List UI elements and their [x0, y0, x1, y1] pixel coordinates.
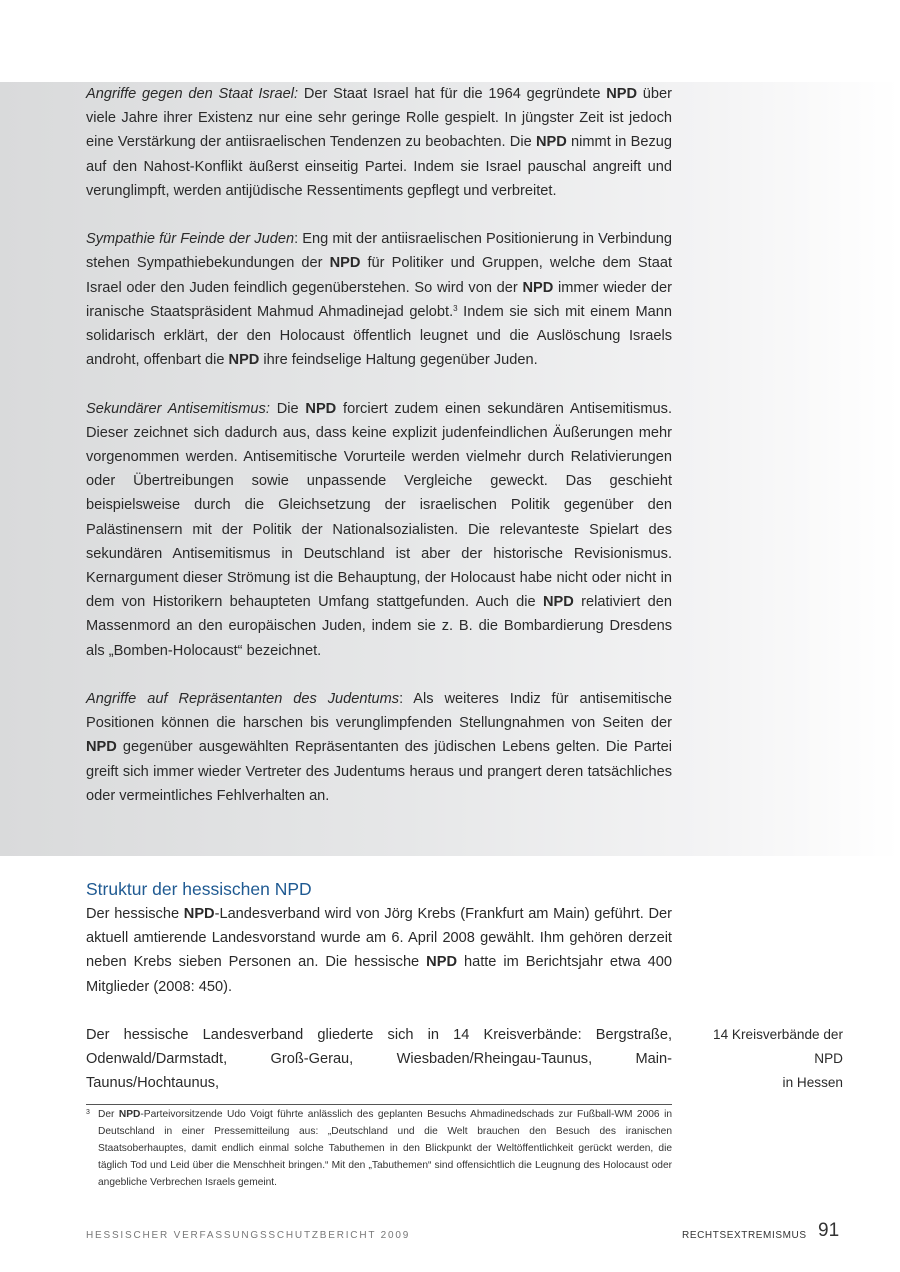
margin-note	[690, 1023, 843, 1096]
footnote-divider	[86, 1104, 672, 1105]
body-text-column	[86, 902, 672, 1096]
page-number: 91	[818, 1220, 840, 1241]
text-run: Der Staat Israel hat für die 1964 gegründete	[298, 86, 607, 102]
text-run: Der hessische	[86, 906, 184, 922]
margin-note-line: 14 Kreisverbände der NPD	[713, 1027, 843, 1067]
text-run: über viele Jahre ihrer Existenz nur eine sehr geringe Rolle gespielt. In jüngster Zeit ist jedoch eine Verstärkung der antiisraelischen Tendenzen zu beobachten. Die	[86, 86, 673, 151]
footer-publication-title: HESSISCHER VERFASSUNGSSCHUTZBERICHT 2009	[86, 1230, 411, 1241]
party-name: NPD	[522, 279, 554, 296]
paragraph-lead: Angriffe gegen den Staat Israel:	[86, 86, 299, 102]
text-run: Der	[98, 1109, 119, 1120]
text-run: -Landesverband wird von Jörg Krebs (Frankfurt am Main) geführt. Der aktuell amtierende Landesvorstand wurde am 6. April 2008 gewählt. Ihm gehören derzeit neben Krebs sieben Personen an. Die hessische	[86, 906, 672, 971]
party-name: NPD	[606, 86, 638, 102]
paragraph-lead: Sympathie für Feinde der Juden	[86, 231, 295, 248]
party-name: NPD	[228, 352, 260, 369]
party-name: NPD	[118, 1109, 141, 1120]
text-run: hatte im Berichtsjahr etwa 400 Mitglieder (2008: 450).	[86, 954, 672, 995]
paragraph-lead: Angriffe auf Repräsentanten des Judentums	[86, 691, 400, 708]
party-name: NPD	[426, 954, 457, 971]
text-run: Indem sie sich mit einem Mann solidarisch erklärt, der den Holocaust öffentlich leugnet und die Auslöschung Israels androht, offenbart die	[86, 303, 672, 369]
paragraph-kreisverbaende	[86, 1023, 672, 1096]
text-run: -Parteivorsitzende Udo Voigt führte anlässlich des geplanten Besuchs Ahmadinedschads zur Fußball-WM 2006 in Deutschland in einer Pressemitteilung aus: „Deutschland und die Welt brauchen den Besuch des iranischen Staatsoberhauptes, damit endlich einmal solche Tabuthemen in den Blickpunkt der Weltöffentlichkeit gerückt werden, die täglich Tod und Leid über die Menschheit bringen.“ Mit den „Tabuthemen“ sind offensichtlich die Leugnung des Holocaust oder angebliche Verbrechen Israels gemeint.	[98, 1109, 672, 1188]
text-run: : Eng mit der antiisraelischen Positionierung in Verbindung stehen Sympathiebekundungen der	[86, 231, 672, 272]
text-run: Die	[269, 400, 306, 417]
section-heading: Struktur der hessischen NPD	[86, 879, 312, 899]
text-run: immer wieder der iranische Staatspräsident Mahmud Ahmadinejad gelobt.	[86, 279, 672, 320]
footnote-text	[86, 1106, 672, 1191]
party-name: NPD	[86, 739, 117, 756]
paragraph-lead: Sekundärer Antisemitismus:	[86, 400, 270, 417]
footnote-number: 3	[86, 1109, 90, 1116]
text-run: nimmt in Bezug auf den Nahost-Konflikt äußerst einseitig Partei. Indem sie Israel pauschal angreift und verunglimpft, werden antijüdische Ressentiments gepflegt und verbreitet.	[86, 134, 672, 199]
party-name: NPD	[535, 134, 567, 151]
party-name: NPD	[329, 255, 361, 272]
margin-note-line: in Hessen	[782, 1075, 843, 1091]
paragraph-sympathie	[86, 227, 672, 372]
party-name: NPD	[183, 906, 215, 922]
text-run: forciert zudem einen sekundären Antisemitismus. Dieser zeichnet sich dadurch aus, dass keine explizit judenfeindlichen Äußerungen mehr vorgenommen werden. Antisemitische Vorurteile werden vielmehr durch Relativierungen oder Übertreibungen sowie unpassende Vergleiche geweckt. Das geschieht beispielsweise durch die Gleichsetzung der israelischen Politik gegenüber den Palästinensern mit der Politik der Nationalsozialisten. Die relevanteste Spielart des sekundären Antisemitismus in Deutschland ist aber der historische Revisionismus. Kernargument dieser Strömung ist die Behauptung, der Holocaust habe nicht oder nicht in dem von Historikern behaupteten Umfang stattgefunden. Auch die	[86, 400, 672, 611]
paragraph-sekundaerer-antisemitismus	[86, 397, 672, 663]
paragraph-angriffe-israel	[86, 82, 672, 203]
paragraph-struktur	[86, 902, 672, 999]
text-run: für Politiker und Gruppen, welche dem Staat Israel oder den Juden feindlich gegenüberstehen. So wird von der	[86, 255, 672, 296]
footer-section-name: RECHTSEXTREMISMUS	[682, 1230, 807, 1241]
text-run: : Als weiteres Indiz für antisemitische Positionen können die harschen bis verunglimpfenden Stellungnahmen von Seiten der	[86, 691, 672, 732]
paragraph-repraesentanten	[86, 687, 672, 808]
party-name: NPD	[542, 594, 574, 611]
text-run: Der hessische Landesverband gliederte sich in 14 Kreisverbände: Bergstraße, Odenwald/Darmstadt, Groß-Gerau, Wiesbaden/Rheingau-Taunus, Main-Taunus/Hochtaunus,	[86, 1027, 672, 1092]
footnote	[86, 1106, 672, 1191]
text-run: relativiert den Massenmord an den europäischen Juden, indem sie z. B. die Bombardierung Dresdens als „Bomben-Holocaust“ bezeichnet.	[86, 594, 672, 659]
party-name: NPD	[305, 400, 337, 417]
text-run: gegenüber ausgewählten Repräsentanten des jüdischen Lebens gelten. Die Partei greift sich immer wieder Vertreter des Judentums heraus und prangert deren tatsächliches oder vermeintliches Fehlverhalten an.	[86, 739, 672, 804]
text-run: ihre feindselige Haltung gegenüber Juden.	[259, 352, 538, 369]
footnote-reference[interactable]: 3	[453, 303, 458, 313]
shaded-text-column	[86, 82, 672, 808]
